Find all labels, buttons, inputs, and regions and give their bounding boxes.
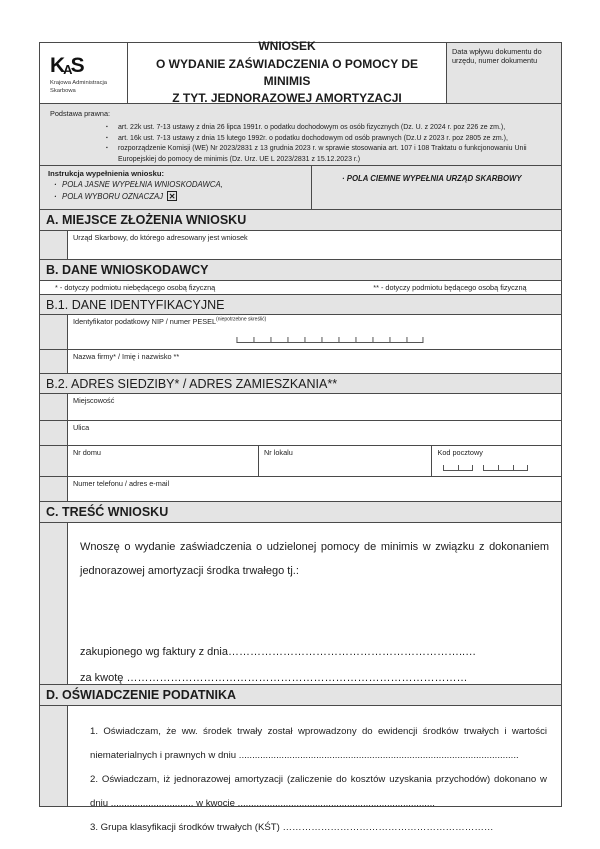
office-use-column — [40, 477, 68, 501]
house-number-label: Nr domu — [73, 448, 101, 457]
flat-number-field[interactable] — [259, 446, 432, 476]
office-use-column — [40, 706, 68, 806]
kas-logo — [40, 43, 128, 103]
request-body-field — [68, 523, 561, 684]
amount-line[interactable]: za kwotę ………………………………………………………………………………… — [80, 672, 468, 684]
city-row — [40, 394, 561, 421]
section-b-footnotes — [40, 281, 561, 295]
declaration-item-3[interactable]: 3. Grupa klasyfikacji środków trwałych (KŚT) ………………………………………………………… — [90, 822, 494, 833]
declaration-body-row — [40, 706, 561, 833]
company-name-row — [40, 350, 561, 374]
form-header — [40, 39, 561, 106]
office-use-column — [40, 394, 68, 420]
postal-code-field[interactable] — [432, 446, 561, 476]
instructions-left — [40, 166, 312, 209]
application-form — [39, 39, 562, 833]
section-b1-header: B.1. DANE IDENTYFIKACYJNE — [40, 295, 561, 315]
street-label: Ulica — [73, 423, 90, 432]
postal-code-comb-input[interactable] — [443, 465, 556, 471]
instructions-section — [40, 166, 561, 210]
nip-pesel-comb-input[interactable] — [236, 337, 423, 343]
form-title-line2: O WYDANIE ZAŚWIADCZENIA O POMOCY DE MINIMIS — [155, 56, 418, 88]
nip-pesel-row — [40, 315, 561, 350]
footnote-non-person: * - dotyczy podmiotu niebędącego osobą fizyczną — [55, 283, 216, 292]
instruction-item-checkbox: · POLA WYBORU OZNACZAJ ✕ — [62, 191, 305, 201]
phone-email-label: Numer telefonu / adres e-mail — [73, 479, 170, 488]
section-d-header: D. OŚWIADCZENIE PODATNIKA — [40, 685, 561, 706]
company-name-label: Nazwa firmy* / Imię i nazwisko ** — [73, 352, 180, 361]
declaration-body-field — [68, 706, 561, 833]
request-statement: Wnoszę o wydanie zaświadczenia o udzielonej pomocy de minimis w związku z dokonaniem jednorazowej amortyzacji środka trwałego tj.: — [80, 541, 549, 577]
legal-basis-section — [40, 104, 561, 166]
instructions-right — [312, 166, 561, 209]
section-a-header: A. MIEJSCE ZŁOŻENIA WNIOSKU — [40, 210, 561, 231]
office-use-column — [40, 231, 68, 259]
city-label: Miejscowość — [73, 396, 115, 405]
section-c-header: C. TREŚĆ WNIOSKU — [40, 502, 561, 523]
declaration-item-1[interactable]: 1. Oświadczam, że ww. środek trwały został wprowadzony do ewidencji środków trwałych i wartości niematerialnych i prawnych w dniu ......................................................................................................... — [90, 726, 547, 761]
intake-date-box: Data wpływu dokumentu do urzędu, numer dokumentu — [447, 43, 561, 103]
section-b2-header: B.2. ADRES SIEDZIBY* / ADRES ZAMIESZKANIA** — [40, 374, 561, 394]
form-title-line1: WNIOSEK — [258, 39, 316, 54]
request-blank-space[interactable] — [80, 583, 549, 639]
instructions-label: Instrukcja wypełnienia wniosku: — [48, 169, 165, 178]
house-flat-postal-row — [40, 446, 561, 477]
office-use-column — [40, 350, 68, 373]
nip-pesel-label: Identyfikator podatkowy NIP / numer $PESEL^{(niepotrzebne skreślić)}$ — [73, 317, 267, 327]
house-number-field[interactable] — [68, 446, 259, 476]
flat-number-label: Nr lokalu — [264, 448, 293, 457]
tax-office-field[interactable] — [68, 231, 561, 259]
office-field-row — [40, 231, 561, 260]
office-use-column — [40, 446, 68, 476]
declaration-item-2[interactable]: 2. Oświadczam, iż jednorazowej amortyzacji (zaliczenie do kosztów uzyskania przychodów) dokonano w dniu ............................... w kwocie .......................................................................... — [90, 774, 547, 809]
city-field[interactable] — [68, 394, 561, 420]
kas-org-name: Krajowa Administracja Skarbowa — [50, 80, 108, 94]
form-title — [128, 39, 447, 106]
request-body-row — [40, 523, 561, 685]
footnote-person: ** - dotyczy podmiotu będącego osobą fizyczną — [373, 283, 527, 292]
nip-pesel-field[interactable] — [68, 315, 561, 349]
legal-basis-item: ▪ art. 16k ust. 7-13 ustawy z dnia 15 lutego 1992r. o podatku dochodowym od osób prawnych (Dz.U z 2023 r. poz 2805 ze zm.), — [108, 134, 553, 145]
office-use-column — [40, 421, 68, 445]
office-use-column — [40, 523, 68, 684]
instruction-item-light-fields: · POLA JASNE WYPEŁNIA WNIOSKODAWCA, — [62, 180, 305, 189]
section-b-header: B. DANE WNIOSKODAWCY — [40, 260, 561, 281]
company-name-field[interactable] — [68, 350, 561, 373]
postal-code-label: Kod pocztowy — [437, 448, 483, 457]
kas-logo-mark: KAS — [50, 54, 83, 78]
legal-basis-label: Podstawa prawna: — [50, 109, 111, 118]
street-row — [40, 421, 561, 446]
invoice-date-line[interactable]: zakupionego wg faktury z dnia………………………………………………………..… — [80, 646, 477, 658]
checkbox-x-icon: ✕ — [168, 192, 176, 201]
instruction-dark-fields-note: · POLA CIEMNE WYPEŁNIA URZĄD SKARBOWY — [342, 174, 522, 183]
form-title-line3: Z TYT. JEDNORAZOWEJ AMORTYZACJI — [172, 91, 402, 106]
legal-basis-list — [108, 123, 553, 165]
phone-email-row — [40, 477, 561, 502]
phone-email-field[interactable] — [68, 477, 561, 501]
tax-office-label: Urząd Skarbowy, do którego adresowany jest wniosek — [73, 233, 248, 242]
office-use-column — [40, 315, 68, 349]
legal-basis-item: ▪ rozporządzenie Komisji (WE) Nr 2023/2831 z 13 grudnia 2023 r. w sprawie stosowania art. 107 i 108 Traktatu o funkcjonowaniu Unii Europejskiej do pomocy de minimis (Dz. Urz. UE L 2023/2831 z 15.12.2023 r.) — [108, 144, 553, 165]
street-field[interactable] — [68, 421, 561, 445]
legal-basis-item: ▪ art. 22k ust. 7-13 ustawy z dnia 26 lipca 1991r. o podatku dochodowym os osób fizycznych (Dz. U. z 2024 r. poz 226 ze zm.), — [108, 123, 553, 134]
